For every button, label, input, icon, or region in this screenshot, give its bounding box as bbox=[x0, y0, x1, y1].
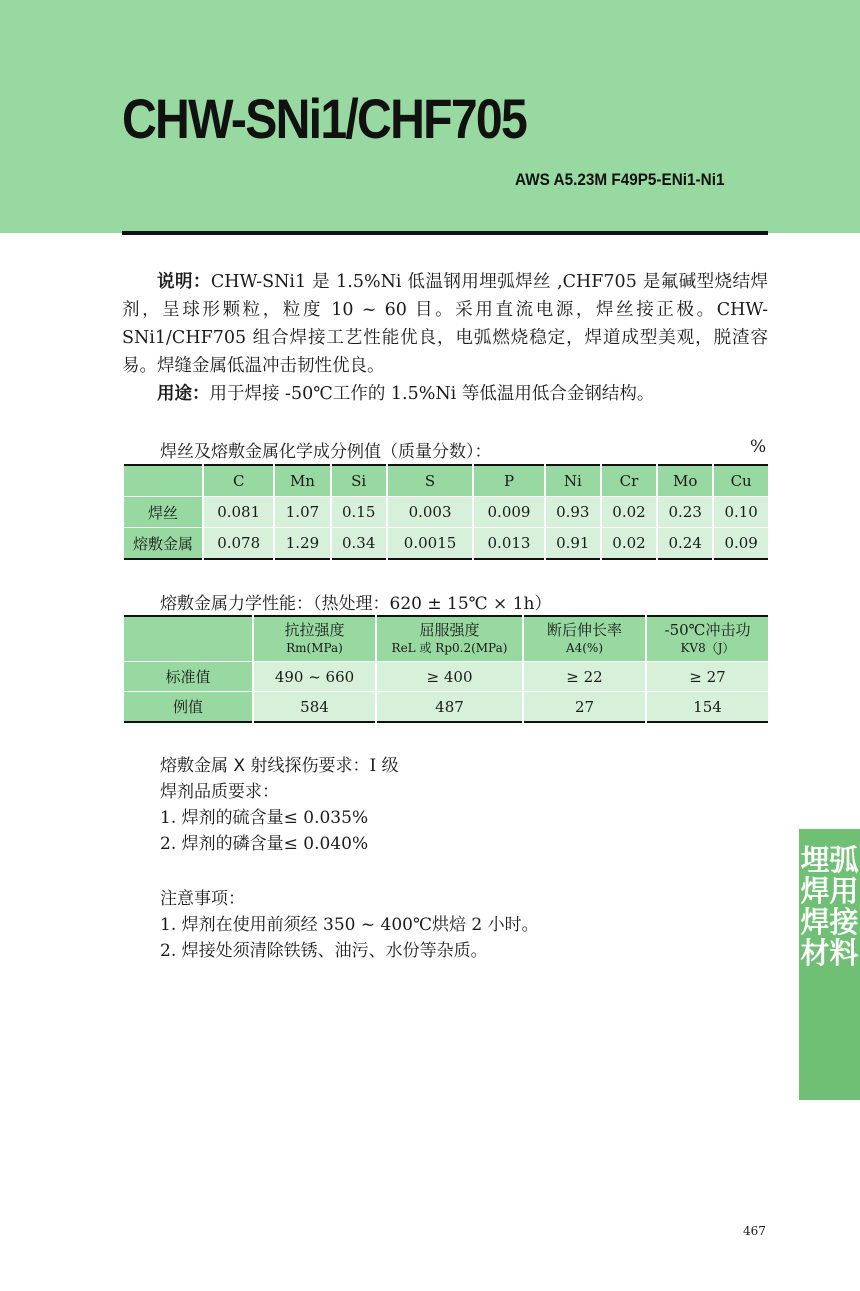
xray-line bbox=[160, 753, 399, 779]
row-label: 标准值 bbox=[123, 662, 253, 692]
chem-table-title: 焊丝及熔敷金属化学成分例值（质量分数）： bbox=[160, 442, 492, 462]
row-label: 熔敷金属 bbox=[123, 528, 203, 560]
description-text: CHW-SNi1 是 1.5%Ni 低温钢用埋弧焊丝 ,CHF705 是氟碱型烧结焊剂，呈球形颗粒，粒度 10 ~ 60 目。采用直流电源，焊丝接正极。CHW-SNi1/CHF705 组合焊接工艺性能优良，电弧燃烧稳定，焊道成型美观，脱渣容易。焊缝金属低温冲击韧性优良。 bbox=[122, 272, 769, 376]
table-header-cell: Mn bbox=[274, 465, 330, 497]
list-item: 2. 焊剂的磷含量≤ 0.040% bbox=[160, 834, 369, 854]
table-cell: 0.02 bbox=[601, 497, 657, 528]
header-divider bbox=[122, 231, 768, 235]
table-cell: 0.34 bbox=[331, 528, 387, 560]
xray-value: I 级 bbox=[369, 756, 399, 776]
table-cell: 0.078 bbox=[203, 528, 274, 560]
table-cell: 27 bbox=[523, 692, 646, 723]
table-cell: 0.23 bbox=[657, 497, 713, 528]
header-line-1: 屈服强度 bbox=[419, 621, 480, 639]
header-line-1: -50℃冲击功 bbox=[664, 621, 751, 639]
table-cell: 0.15 bbox=[331, 497, 387, 528]
header-line-1: 抗拉强度 bbox=[284, 621, 345, 639]
table-cell: ≥ 27 bbox=[646, 662, 768, 692]
table-cell: 490 ~ 660 bbox=[253, 662, 376, 692]
table-cell: 0.24 bbox=[657, 528, 713, 560]
header-line-2: A4(%) bbox=[565, 641, 604, 655]
table-header-cell: Ni bbox=[545, 465, 601, 497]
requirements-block bbox=[160, 753, 399, 857]
table-cell: ≥ 22 bbox=[523, 662, 646, 692]
table-cell: ≥ 400 bbox=[376, 662, 523, 692]
usage-text: 用于焊接 -50℃工作的 1.5%Ni 等低温用低合金钢结构。 bbox=[209, 384, 655, 404]
table-row bbox=[123, 662, 768, 692]
page-title: CHW-SNi1/CHF705 bbox=[122, 87, 527, 150]
table-header-cell: Cu bbox=[713, 465, 768, 497]
table-header-cell: C bbox=[203, 465, 274, 497]
header-line-2: KV8（J） bbox=[680, 641, 735, 655]
table-cell: 584 bbox=[253, 692, 376, 723]
table-row bbox=[123, 692, 768, 723]
table-cell: 0.013 bbox=[473, 528, 544, 560]
table-cell: 154 bbox=[646, 692, 768, 723]
table-header-row bbox=[123, 465, 768, 497]
page-number: 467 bbox=[743, 1224, 766, 1238]
table-cell: 0.10 bbox=[713, 497, 768, 528]
chapter-side-tab bbox=[799, 829, 860, 1100]
list-item: 1. 焊剂的硫含量≤ 0.035% bbox=[160, 808, 369, 828]
table-cell: 0.003 bbox=[387, 497, 474, 528]
table-cell: 0.93 bbox=[545, 497, 601, 528]
row-label: 焊丝 bbox=[123, 497, 203, 528]
table-cell: 1.07 bbox=[274, 497, 330, 528]
table-header-cell bbox=[376, 616, 523, 662]
table-row bbox=[123, 497, 768, 528]
description-paragraph bbox=[122, 268, 768, 380]
table-row bbox=[123, 528, 768, 560]
table-header-cell bbox=[523, 616, 646, 662]
table-header-cell: P bbox=[473, 465, 544, 497]
aws-classification: AWS A5.23M F49P5-ENi1-Ni1 bbox=[515, 170, 725, 189]
table-cell: 0.009 bbox=[473, 497, 544, 528]
table-header-row bbox=[123, 616, 768, 662]
table-cell: 0.081 bbox=[203, 497, 274, 528]
header-line-1: 断后伸长率 bbox=[546, 621, 622, 639]
notes-block bbox=[160, 886, 539, 964]
header-line-2: ReL 或 Rp0.2(MPa) bbox=[391, 641, 508, 655]
chem-table-unit: % bbox=[750, 437, 767, 457]
mechanical-properties-table bbox=[122, 615, 768, 723]
table-header-cell bbox=[123, 616, 253, 662]
usage-label: 用途： bbox=[157, 384, 210, 404]
row-label: 例值 bbox=[123, 692, 253, 723]
usage-paragraph bbox=[122, 380, 768, 408]
table-cell: 487 bbox=[376, 692, 523, 723]
xray-label: 熔敷金属 X 射线探伤要求： bbox=[160, 756, 370, 776]
table-header-cell: Cr bbox=[601, 465, 657, 497]
mech-table-condition: （热处理：620 ± 15℃ × 1h） bbox=[313, 594, 552, 614]
notes-label: 注意事项： bbox=[160, 889, 245, 909]
table-header-cell bbox=[253, 616, 376, 662]
list-item: 1. 焊剂在使用前须经 350 ~ 400℃烘焙 2 小时。 bbox=[160, 915, 539, 935]
description-label: 说明： bbox=[157, 272, 211, 292]
table-cell: 0.0015 bbox=[387, 528, 474, 560]
table-header-cell: Mo bbox=[657, 465, 713, 497]
table-cell: 0.09 bbox=[713, 528, 768, 560]
table-header-cell: Si bbox=[331, 465, 387, 497]
table-header-cell bbox=[646, 616, 768, 662]
description-block bbox=[122, 268, 768, 408]
header-line-2: Rm(MPa) bbox=[286, 641, 343, 655]
chapter-side-tab-label: 埋弧焊用焊接材料 bbox=[800, 843, 859, 970]
list-item: 2. 焊接处须清除铁锈、油污、水份等杂质。 bbox=[160, 941, 488, 961]
table-header-cell bbox=[123, 465, 203, 497]
mech-table-title-line bbox=[160, 589, 551, 614]
mech-table-title: 熔敷金属力学性能： bbox=[160, 594, 313, 614]
chemical-composition-table bbox=[122, 464, 768, 560]
table-header-cell: S bbox=[387, 465, 474, 497]
table-cell: 0.02 bbox=[601, 528, 657, 560]
flux-quality-label: 焊剂品质要求： bbox=[160, 782, 279, 802]
table-cell: 1.29 bbox=[274, 528, 330, 560]
table-cell: 0.91 bbox=[545, 528, 601, 560]
